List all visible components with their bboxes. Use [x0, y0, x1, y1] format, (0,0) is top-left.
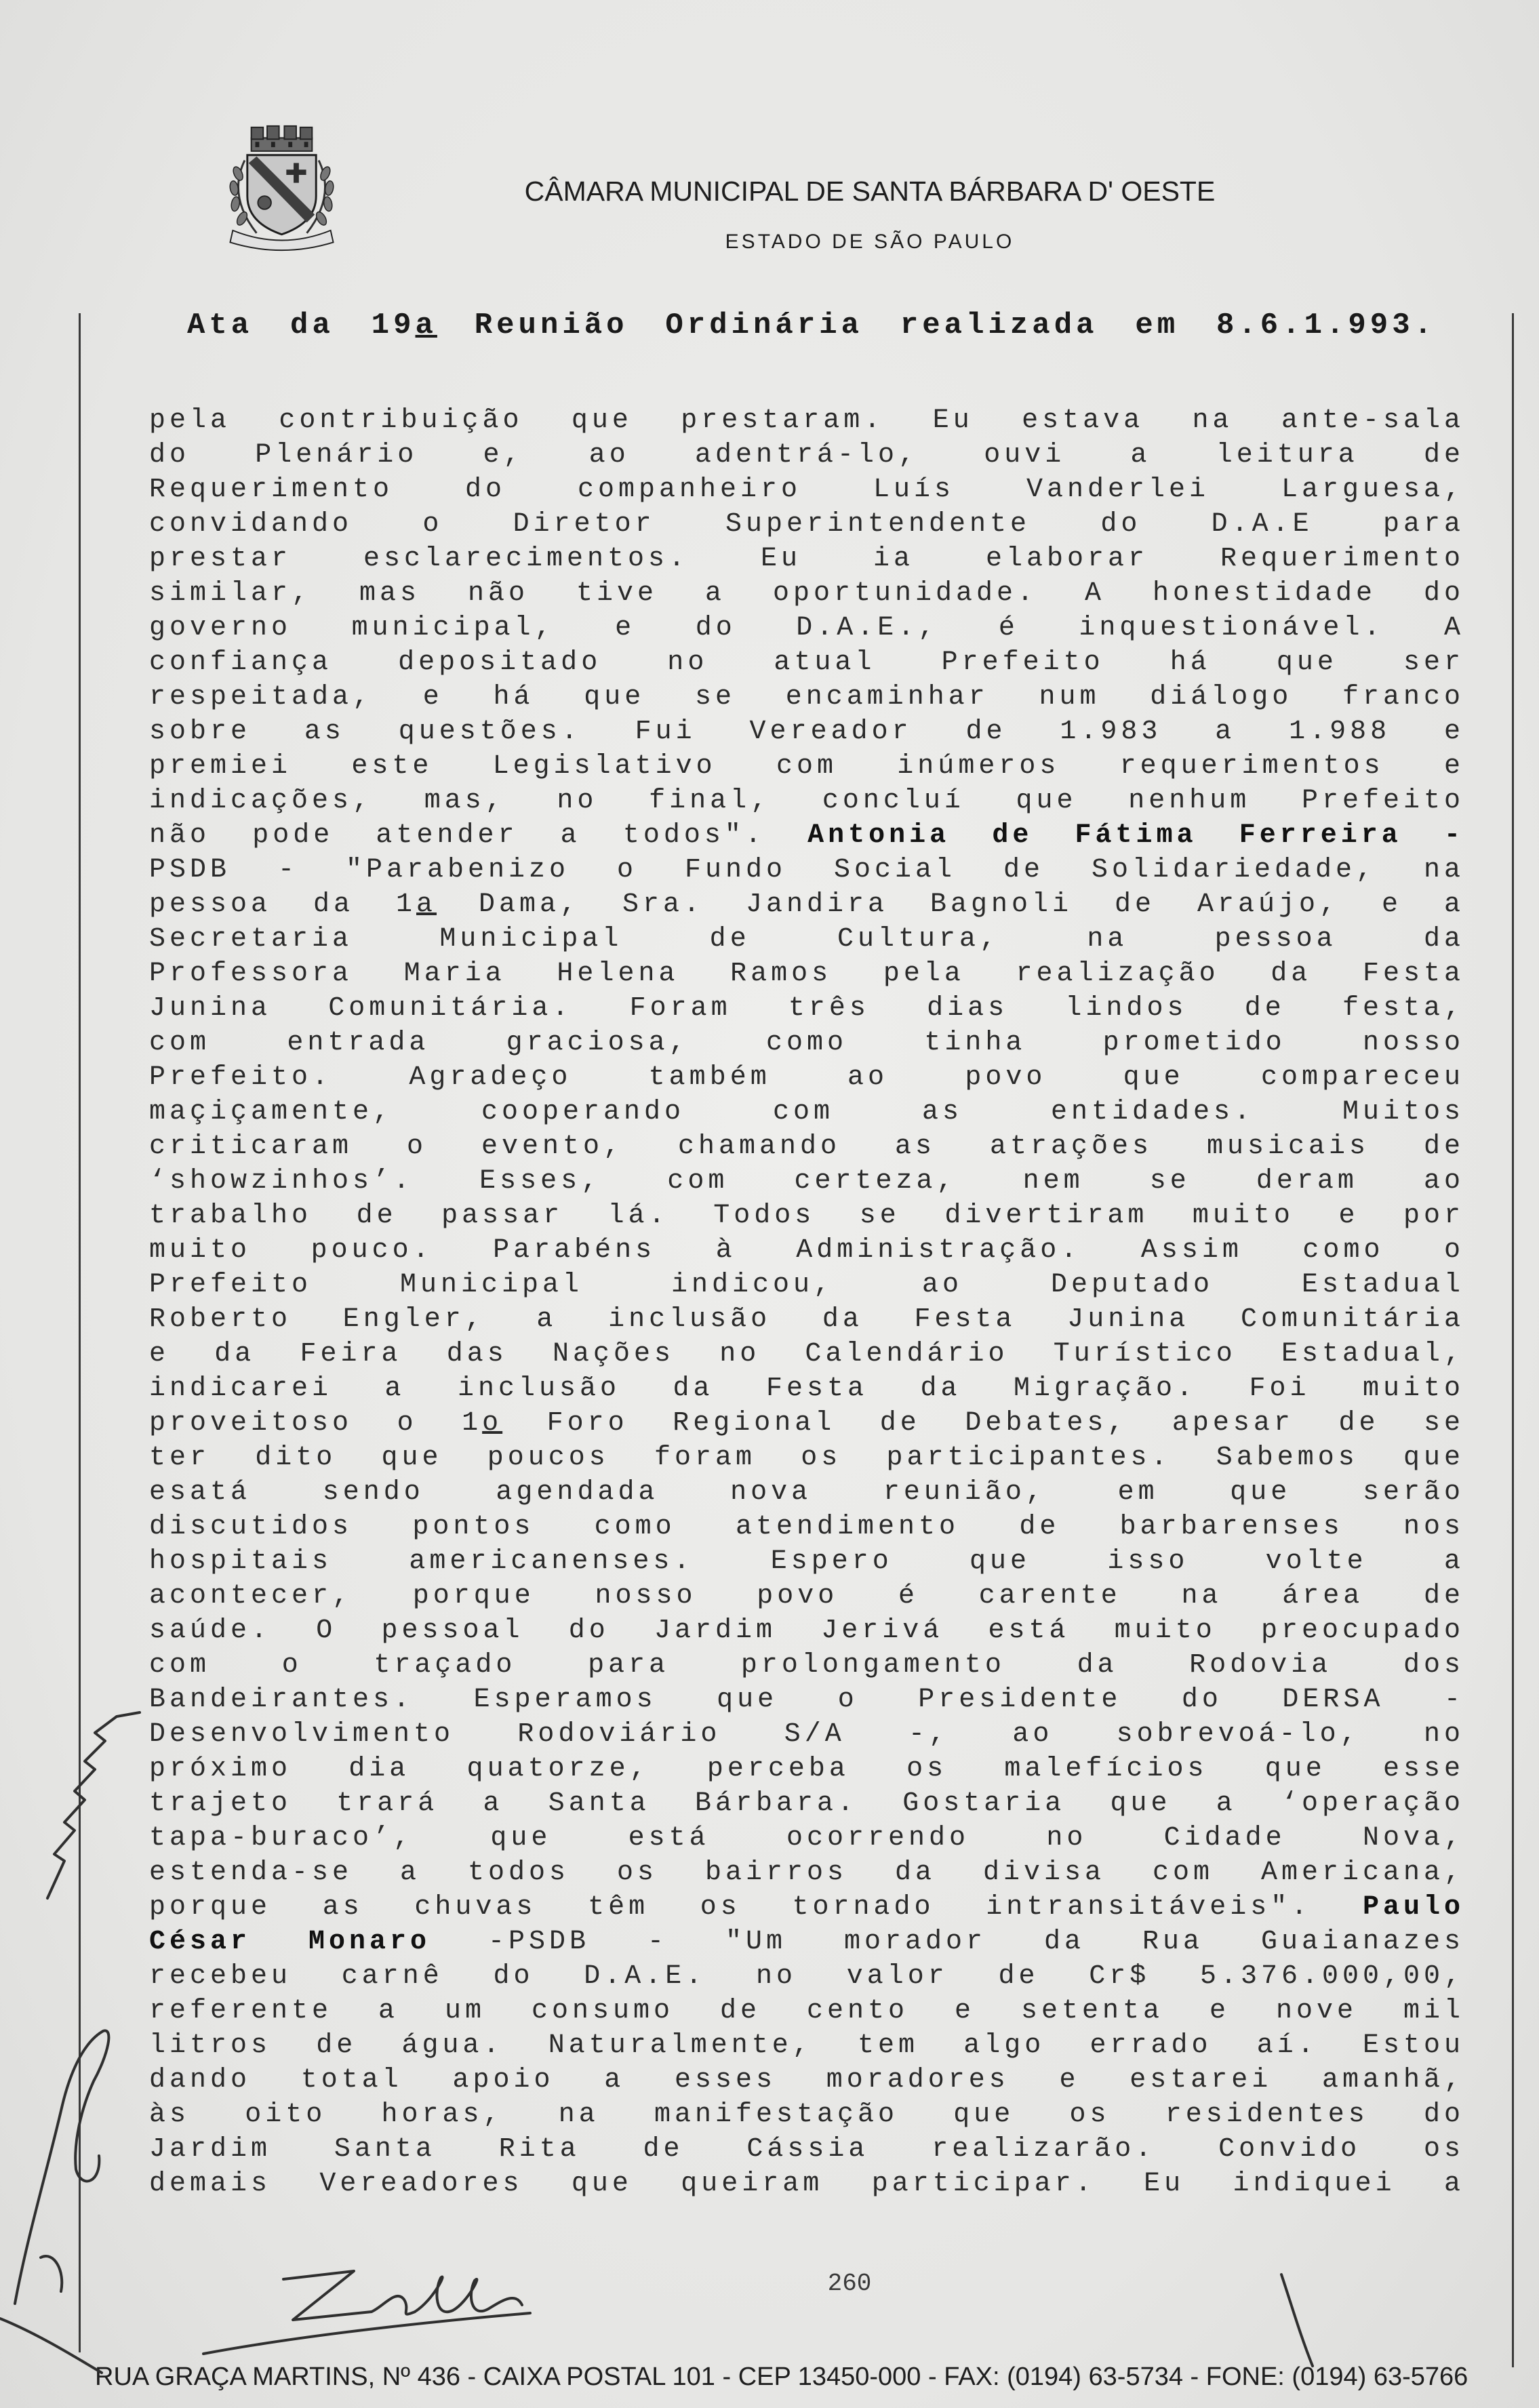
text-run: maçiçamente, cooperando com as entidades. Muitos	[149, 1097, 1464, 1127]
text-run: estenda-se a todos os bairros da divisa com Americana,	[149, 1858, 1464, 1888]
text-run: do Plenário e, ao adentrá-lo, ouvi a leitura de	[149, 440, 1464, 470]
text-run: Bandeirantes. Esperamos que o Presidente do DERSA -	[149, 1685, 1464, 1715]
text-run: esatá sendo agendada nova reunião, em que serão	[149, 1477, 1464, 1508]
body-line	[149, 403, 1464, 438]
text-run: acontecer, porque nosso povo é carente na área de	[149, 1581, 1464, 1611]
body-line	[149, 1337, 1464, 1371]
body-line	[149, 1959, 1464, 1994]
body-line	[149, 1475, 1464, 1510]
body-line	[149, 1579, 1464, 1613]
body-line	[149, 645, 1464, 680]
body-line	[149, 1717, 1464, 1752]
body-line	[149, 922, 1464, 957]
body-line	[149, 1683, 1464, 1717]
left-margin-rule	[79, 313, 81, 2352]
body-line	[149, 2063, 1464, 2098]
text-run: porque as chuvas têm os tornado intransitáveis".	[149, 1892, 1363, 1923]
text-run: Prefeito Municipal indicou, ao Deputado Estadual	[149, 1270, 1464, 1300]
body-line	[149, 1510, 1464, 1544]
text-run: trabalho de passar lá. Todos se divertiram muito e por	[149, 1201, 1464, 1231]
body-line	[149, 2132, 1464, 2167]
body-line	[149, 1925, 1464, 1959]
text-run: ‘showzinhos’. Esses, com certeza, nem se deram ao	[149, 1166, 1464, 1197]
body-line	[149, 473, 1464, 507]
body-line	[149, 1890, 1464, 1925]
text-run: com o traçado para prolongamento da Rodovia dos	[149, 1650, 1464, 1681]
text-run: Junina Comunitária. Foram três dias lindos de festa,	[149, 993, 1464, 1024]
minutes-title	[187, 307, 1436, 344]
text-run: tapa-buraco’, que está ocorrendo no Cidade Nova,	[149, 1823, 1464, 1853]
text-run: criticaram o evento, chamando as atrações musicais de	[149, 1131, 1464, 1162]
text-run: com entrada graciosa, como tinha prometido nosso	[149, 1028, 1464, 1058]
text-run: -PSDB - "Um morador da Rua Guaianazes	[431, 1927, 1465, 1957]
text-run: Requerimento do companheiro Luís Vanderlei Larguesa,	[149, 475, 1464, 505]
text-run: Desenvolvimento Rodoviário S/A -, ao sobrevoá-lo, no	[149, 1719, 1464, 1750]
text-run: trajeto trará a Santa Bárbara. Gostaria que a ‘operação	[149, 1788, 1464, 1819]
text-run: pessoa da 1	[149, 889, 416, 920]
text-run: sobre as questões. Fui Vereador de 1.983 a 1.988 e	[149, 717, 1464, 747]
text-run: Roberto Engler, a inclusão da Festa Junina Comunitária	[149, 1304, 1464, 1335]
footer-address: RUA GRAÇA MARTINS, Nº 436 - CAIXA POSTAL 101 - CEP 13450-000 - FAX: (0194) 63-5734 - FONE: (0194) 63-5766	[95, 2363, 1468, 2391]
body-line	[149, 2167, 1464, 2201]
text-run: não pode atender a todos".	[149, 820, 808, 851]
body-line	[149, 1613, 1464, 1648]
text-run: governo municipal, e do D.A.E., é inquestionável. A	[149, 613, 1464, 643]
text-run: confiança depositado no atual Prefeito há que ser	[149, 647, 1464, 678]
body-line	[149, 1199, 1464, 1233]
body-line	[149, 1752, 1464, 1786]
text-run: Dama, Sra. Jandira Bagnoli de Araújo, e a	[437, 889, 1464, 920]
body-line	[149, 749, 1464, 784]
text-run: premiei este Legislativo com inúmeros requerimentos e	[149, 751, 1464, 782]
body-line	[149, 2098, 1464, 2132]
shield	[247, 155, 316, 235]
body-line	[149, 507, 1464, 542]
body-line	[149, 1371, 1464, 1406]
text-run: Secretaria Municipal de Cultura, na pessoa da	[149, 924, 1464, 955]
body-line	[149, 1441, 1464, 1475]
letterhead	[511, 171, 1228, 256]
text-run: PSDB - "Parabenizo o Fundo Social de Solidariedade, na	[149, 855, 1464, 885]
text-run: convidando o Diretor Superintendente do D.A.E para	[149, 509, 1464, 540]
text-run: Jardim Santa Rita de Cássia realizarão. Convido os	[149, 2134, 1464, 2165]
text-run: recebeu carnê do D.A.E. no valor de Cr$ 5.376.000,00,	[149, 1961, 1464, 1992]
speaker-name: César Monaro	[149, 1927, 431, 1957]
text-run: ter dito que poucos foram os participantes. Sabemos que	[149, 1443, 1464, 1473]
body-line	[149, 680, 1464, 715]
page-number: 260	[827, 2270, 872, 2297]
text-run: demais Vereadores que queiram participar. Eu indiquei a	[149, 2169, 1464, 2199]
ordinal-suffix: a	[415, 308, 437, 342]
body-line	[149, 1821, 1464, 1855]
speaker-name: Paulo	[1362, 1892, 1464, 1923]
body-line	[149, 715, 1464, 749]
body-line	[149, 2028, 1464, 2063]
body-line	[149, 438, 1464, 473]
text-run: pela contribuição que prestaram. Eu estava na ante-sala	[149, 405, 1464, 436]
text-run: Foro Regional de Debates, apesar de se	[502, 1408, 1464, 1439]
body-line	[149, 1648, 1464, 1683]
text-run: prestar esclarecimentos. Eu ia elaborar Requerimento	[149, 544, 1464, 574]
body-line	[149, 853, 1464, 887]
text-run: Professora Maria Helena Ramos pela realização da Festa	[149, 959, 1464, 989]
body-line	[149, 818, 1464, 853]
body-line	[149, 784, 1464, 818]
coat-of-arms-icon	[216, 122, 348, 254]
body-line	[149, 1060, 1464, 1095]
text-run: discutidos pontos como atendimento de barbarenses nos	[149, 1512, 1464, 1542]
text-run: Prefeito. Agradeço também ao povo que compareceu	[149, 1062, 1464, 1093]
body-line	[149, 1786, 1464, 1821]
body-line	[149, 1994, 1464, 2028]
institution-name: CÂMARA MUNICIPAL DE SANTA BÁRBARA D' OESTE	[524, 176, 1216, 207]
text-run: às oito horas, na manifestação que os residentes do	[149, 2100, 1464, 2130]
minutes-body	[149, 403, 1464, 2201]
body-line	[149, 1544, 1464, 1579]
body-line	[149, 611, 1464, 645]
body-line	[149, 1406, 1464, 1441]
text-run: próximo dia quatorze, perceba os malefícios que esse	[149, 1754, 1464, 1784]
text-run: respeitada, e há que se encaminhar num diálogo franco	[149, 682, 1464, 713]
text-run: Ata da 19	[187, 308, 416, 342]
text-run: indicarei a inclusão da Festa da Migração. Foi muito	[149, 1373, 1464, 1404]
text-run: similar, mas não tive a oportunidade. A honestidade do	[149, 578, 1464, 609]
text-run: referente a um consumo de cento e setenta e nove mil	[149, 1996, 1464, 2026]
text-run: hospitais americanenses. Espero que isso volte a	[149, 1546, 1464, 1577]
body-line	[149, 1164, 1464, 1199]
body-line	[149, 991, 1464, 1026]
text-run: e da Feira das Nações no Calendário Turístico Estadual,	[149, 1339, 1464, 1369]
body-line	[149, 1026, 1464, 1060]
body-line	[149, 957, 1464, 991]
ordinal-suffix: o	[482, 1408, 503, 1439]
body-line	[149, 1268, 1464, 1302]
body-line	[149, 1855, 1464, 1890]
state-name: ESTADO DE SÃO PAULO	[725, 230, 1015, 253]
right-margin-rule	[1512, 313, 1514, 2367]
body-line	[149, 1129, 1464, 1164]
text-run: indicações, mas, no final, concluí que nenhum Prefeito	[149, 786, 1464, 816]
text-run: litros de água. Naturalmente, tem algo errado aí. Estou	[149, 2030, 1464, 2061]
speaker-name: Antonia de Fátima Ferreira -	[807, 820, 1465, 851]
ordinal-suffix: a	[416, 889, 437, 920]
body-line	[149, 1302, 1464, 1337]
text-run: dando total apoio a esses moradores e estarei amanhã,	[149, 2065, 1464, 2095]
text-run: Reunião Ordinária realizada em 8.6.1.993.	[437, 308, 1437, 342]
body-line	[149, 1095, 1464, 1129]
text-run: proveitoso o 1	[149, 1408, 483, 1439]
text-run: saúde. O pessoal do Jardim Jerivá está muito preocupado	[149, 1616, 1464, 1646]
text-run: muito pouco. Parabéns à Administração. Assim como o	[149, 1235, 1464, 1266]
body-line	[149, 576, 1464, 611]
mural-crown	[252, 126, 313, 151]
body-line	[149, 1233, 1464, 1268]
body-line	[149, 887, 1464, 922]
body-line	[149, 542, 1464, 576]
